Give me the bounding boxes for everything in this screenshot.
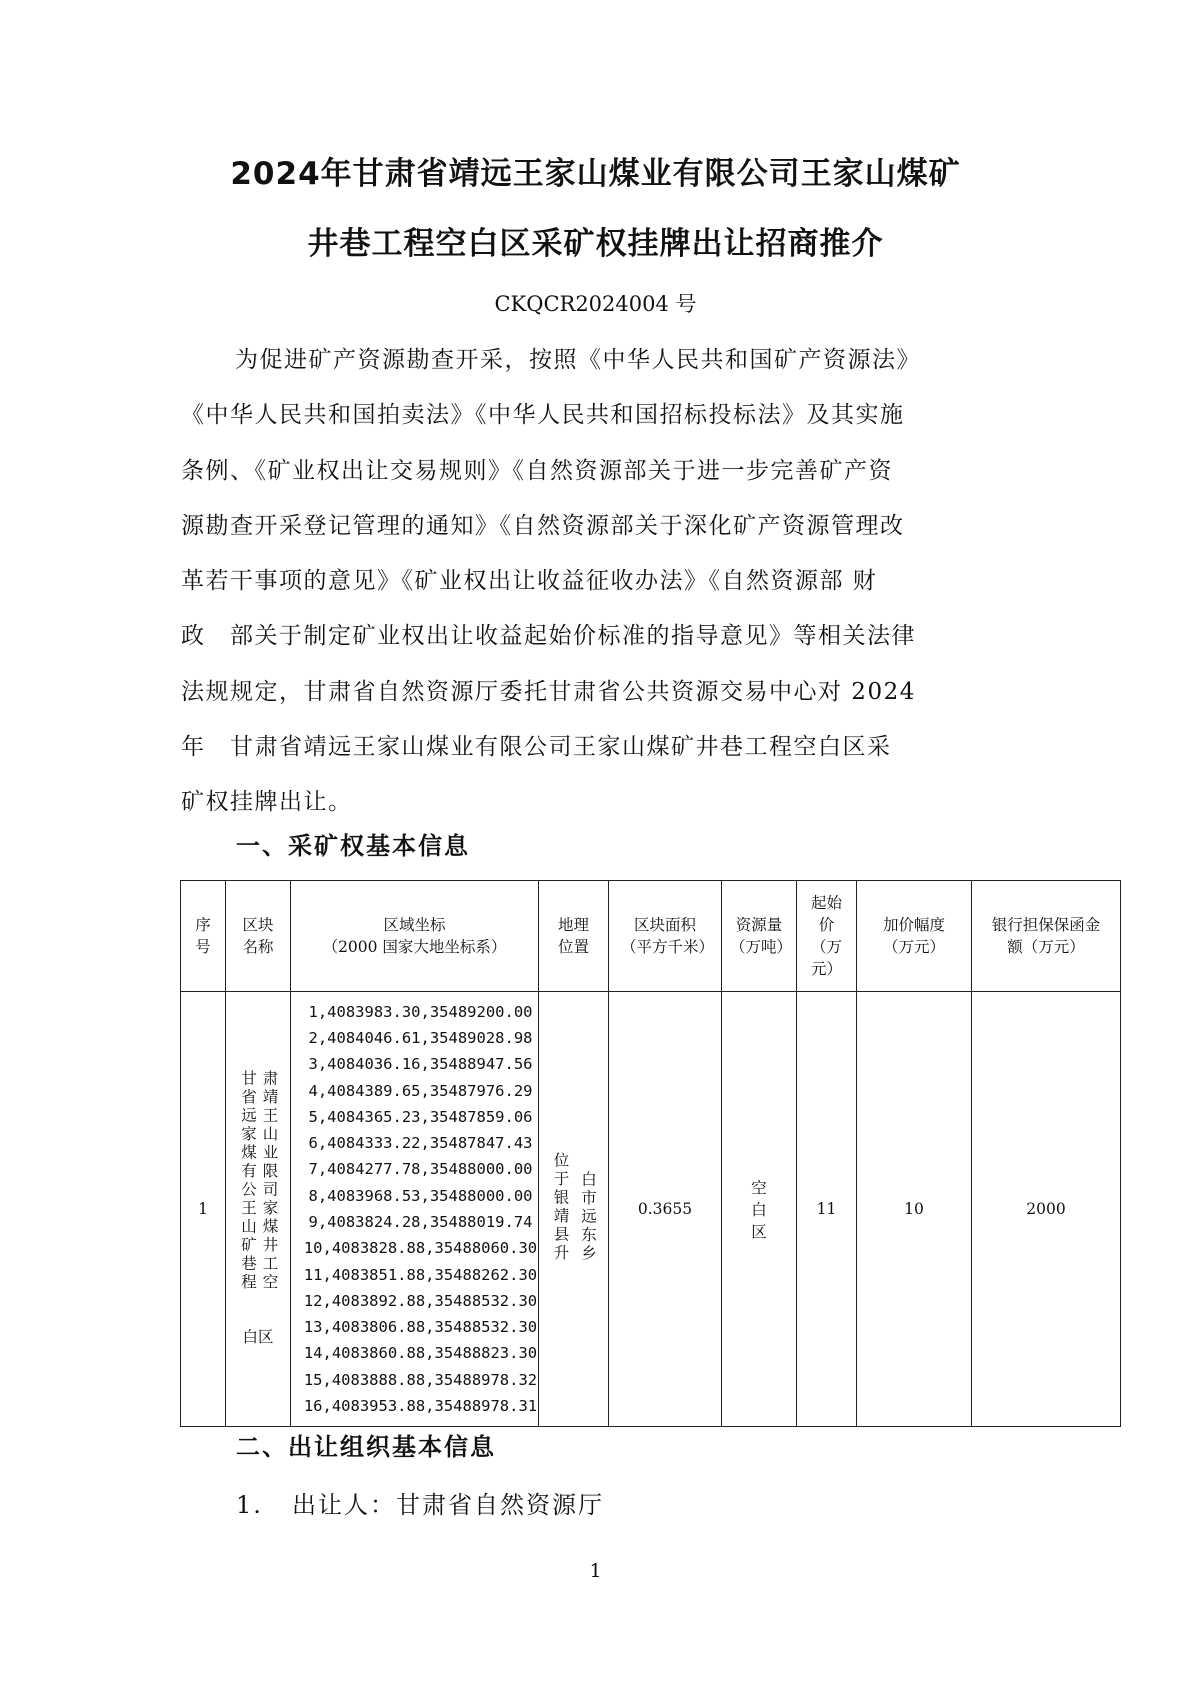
intro-line: 条例、《矿业权出让交易规则》《自然资源部关于进一步完善矿产资 [181,457,893,484]
intro-line: 《中华人民共和国拍卖法》《中华人民共和国招标投标法》及其实施 [181,402,905,429]
header-increment: 加价幅度（万元） [857,881,972,992]
header-location: 地理位置 [539,881,609,992]
page-number: 1 [589,1560,602,1582]
coordinate-item: 1,4083983.30,35489200.00 [308,1002,533,1021]
header-coordinates-title: 区域坐标 [383,916,446,934]
header-guarantee: 银行担保保函金额（万元） [972,881,1121,992]
cell-block-name [226,992,291,1427]
cell-guarantee: 2000 [972,992,1121,1427]
document-number: CKQCR2024004 号 [494,292,697,316]
intro-line: 革若干事项的意见》《矿业权出让收益征收办法》《自然资源部 财 [181,568,878,595]
intro-line: 年 甘肃省靖远王家山煤业有限公司王家山煤矿井巷工程空白区采 [181,734,892,761]
list-item [236,1485,604,1520]
block-name-vertical [240,1070,277,1292]
location-col1: 白市远东乡 [579,1170,597,1264]
coordinate-item: 10,4083828.88,35488060.30 [303,1239,538,1258]
coordinate-item: 8,4083968.53,35488000.00 [308,1186,533,1205]
list-item-number: 1. [236,1491,263,1519]
coordinate-item: 6,4084333.22,35487847.43 [308,1134,533,1153]
cell-coordinates [291,992,539,1427]
block-name-tail: 白区 [242,1327,274,1346]
header-seq: 序号 [181,881,226,992]
cell-area: 0.3655 [609,992,722,1427]
mining-rights-table [180,880,1121,1427]
cell-seq: 1 [181,992,226,1427]
coordinate-item: 11,4083851.88,35488262.30 [303,1265,538,1284]
coordinate-item: 9,4083824.28,35488019.74 [308,1213,533,1231]
coordinate-item: 4,4084389.65,35487976.29 [308,1081,533,1100]
header-area: 区块面积（平方千米） [609,881,722,992]
block-name-col1: 肃靖王山业限司家煤井工空 [260,1069,279,1292]
intro-line: 政 部关于制定矿业权出让收益起始价标准的指导意见》等相关法律 [181,623,916,650]
intro-paragraph [181,333,1006,831]
cell-location [539,992,609,1427]
location-vertical [552,1151,595,1264]
coordinate-item: 3,4084036.16,35488947.56 [308,1055,533,1074]
document-title-line1: 2024年甘肃省靖远王家山煤业有限公司王家山煤矿 [230,156,961,192]
section2-heading: 二、出让组织基本信息 [236,1433,496,1461]
header-coordinates [291,881,539,992]
intro-line: 法规规定，甘肃省自然资源厅委托甘肃省公共资源交易中心对 2024 [181,678,916,705]
table-row [181,992,1121,1427]
header-coordinates-subtitle: （2000 国家大地坐标系） [322,938,507,956]
intro-line: 为促进矿产资源勘查开采，按照《中华人民共和国矿产资源法》 [235,347,921,373]
coordinate-item: 2,4084046.61,35489028.98 [308,1028,533,1047]
header-reserves: 资源量（万吨） [722,881,797,992]
intro-line: 矿权挂牌出让。 [181,789,353,816]
coordinate-item: 14,4083860.88,35488823.30 [303,1344,538,1363]
coordinate-item: 13,4083806.88,35488532.30 [303,1318,538,1337]
table-header-row [181,881,1121,992]
document-title-line2: 井巷工程空白区采矿权挂牌出让招商推介 [307,226,884,262]
coordinate-item: 12,4083892.88,35488532.30 [303,1291,538,1310]
cell-start-price: 11 [797,992,857,1427]
intro-line: 源勘查开采登记管理的通知》《自然资源部关于深化矿产资源管理改 [181,512,905,539]
coordinate-item: 5,4084365.23,35487859.06 [308,1107,533,1126]
header-block-name: 区块名称 [226,881,291,992]
list-item-text: 出让人：甘肃省自然资源厅 [292,1491,604,1519]
header-start-price: 起始价（万元） [797,881,857,992]
location-col2: 位于银靖县升 [551,1151,570,1263]
block-name-col2: 甘省远家煤有公王山矿巷程 [239,1069,257,1292]
cell-reserves: 空白区 [722,992,797,1427]
section1-heading: 一、采矿权基本信息 [236,832,470,860]
coordinate-item: 15,4083888.88,35488978.32 [303,1370,538,1389]
cell-increment: 10 [857,992,972,1427]
coordinate-item: 16,4083953.88,35488978.31 [303,1397,538,1416]
coordinate-item: 7,4084277.78,35488000.00 [308,1160,533,1179]
